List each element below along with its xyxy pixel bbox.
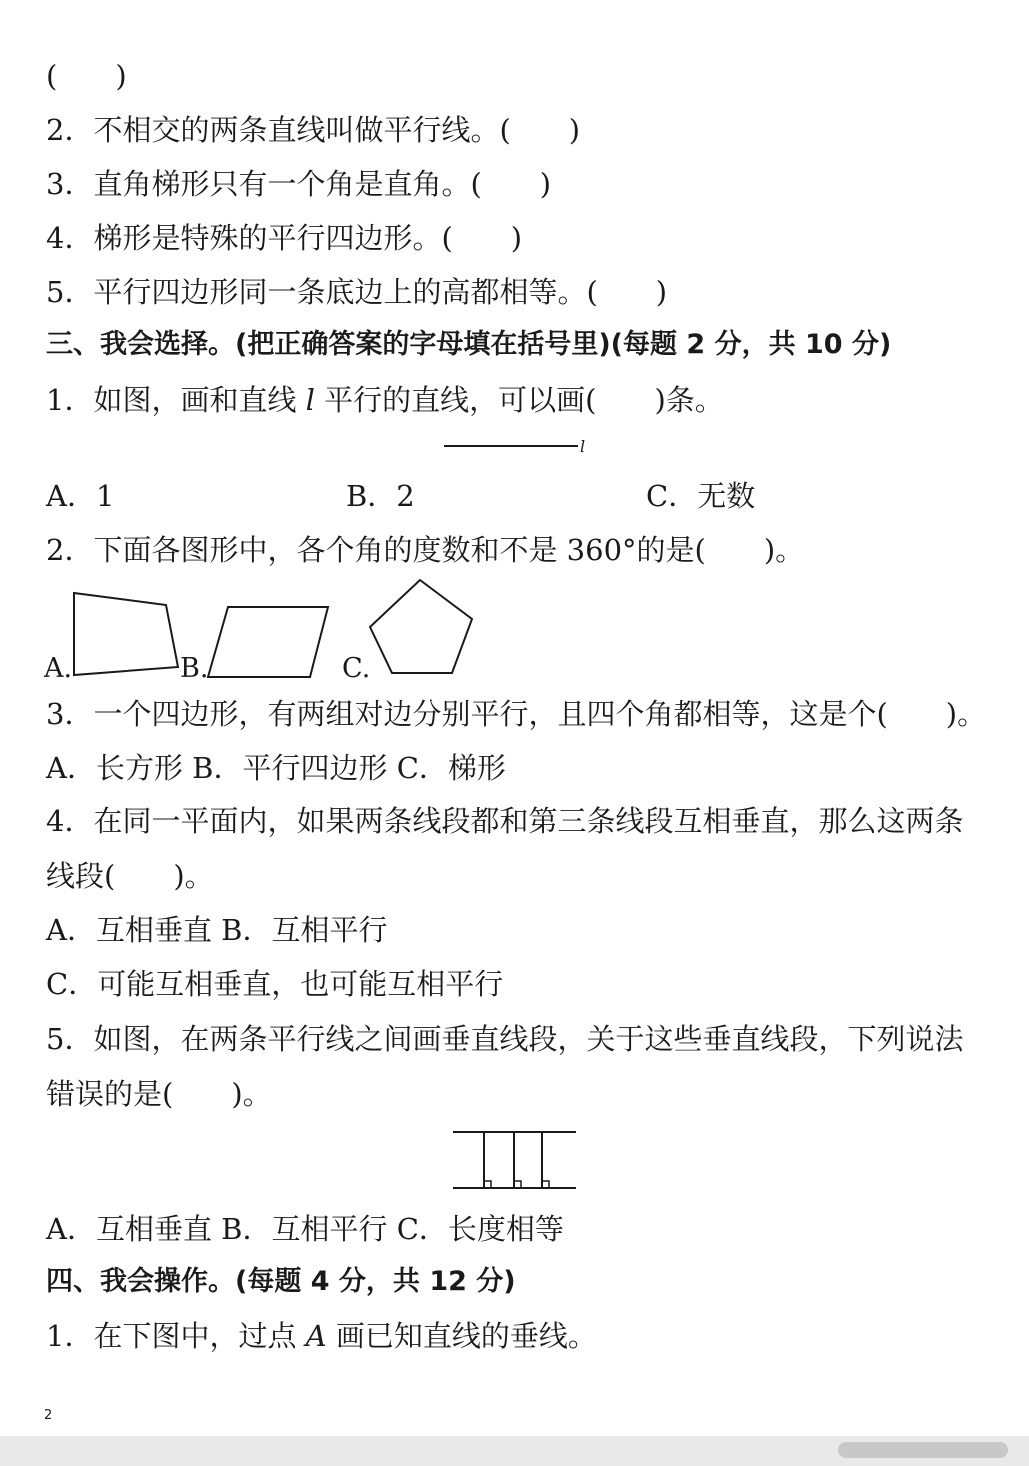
right-angle-mark-2 [514, 1181, 521, 1188]
judge-question-2: 2．不相交的两条直线叫做平行线。( ) [46, 113, 581, 147]
q4-options-row2: C．可能互相垂直，也可能互相平行 [46, 967, 504, 1001]
q1-variable: l [305, 383, 315, 417]
right-angle-mark-3 [542, 1181, 549, 1188]
shape-label-a: A. [44, 653, 73, 684]
q1-text-pre: 1．如图，画和直线 [46, 383, 306, 417]
judge-question-5: 5．平行四边形同一条底边上的高都相等。( ) [46, 275, 668, 309]
pentagon-shape-c [370, 580, 472, 673]
line-l-label: l [580, 437, 586, 456]
operate-question-1 [46, 1318, 597, 1354]
parallelogram-shape-b [208, 607, 328, 677]
horizontal-scrollbar[interactable] [0, 1436, 1029, 1466]
q3-options: A．长方形 B．平行四边形 C．梯形 [46, 751, 506, 785]
scrollbar-thumb[interactable] [838, 1442, 1008, 1458]
op-q1-variable: A [305, 1319, 327, 1353]
judge-question-3: 3．直角梯形只有一个角是直角。( ) [46, 167, 552, 201]
right-angle-mark-1 [484, 1181, 491, 1188]
trapezoid-shape-a [74, 593, 178, 675]
q1-option-b: B．2 [346, 479, 415, 513]
judge-question-4: 4．梯形是特殊的平行四边形。( ) [46, 221, 523, 255]
choice-question-1 [46, 382, 724, 418]
choice-question-2: 2．下面各图形中，各个角的度数和不是 360°的是( )。 [46, 533, 805, 567]
line-l-figure [440, 436, 600, 460]
section-4-heading: 四、我会操作。(每题 4 分，共 12 分) [46, 1266, 516, 1297]
shape-label-b: B. [180, 653, 209, 684]
q5-options: A．互相垂直 B．互相平行 C．长度相等 [46, 1212, 564, 1246]
q1-option-c: C．无数 [646, 479, 756, 513]
parallel-lines-figure [450, 1126, 582, 1194]
section-3-heading: 三、我会选择。(把正确答案的字母填在括号里)(每题 2 分，共 10 分) [46, 329, 892, 360]
q1-option-a: A．1 [46, 479, 115, 513]
choice-question-5-line1: 5．如图，在两条平行线之间画垂直线段，关于这些垂直线段，下列说法 [46, 1022, 964, 1056]
page-number: 2 [44, 1408, 53, 1423]
shape-label-c: C. [342, 653, 371, 684]
choice-question-4-line2: 线段( )。 [46, 859, 214, 893]
choice-question-5-line2: 错误的是( )。 [46, 1077, 272, 1111]
choice-question-4-line1: 4．在同一平面内，如果两条线段都和第三条线段互相垂直，那么这两条 [46, 804, 964, 838]
op-q1-text-post: 画已知直线的垂线。 [326, 1319, 597, 1353]
choice-question-3: 3．一个四边形，有两组对边分别平行，且四个角都相等，这是个( )。 [46, 697, 987, 731]
q2-shapes-figure [40, 575, 490, 690]
q4-options-row1: A．互相垂直 B．互相平行 [46, 913, 388, 947]
judge-line-1-paren: ( ) [46, 59, 127, 93]
op-q1-text-pre: 1．在下图中，过点 [46, 1319, 306, 1353]
q1-text-post: 平行的直线，可以画( )条。 [314, 383, 724, 417]
